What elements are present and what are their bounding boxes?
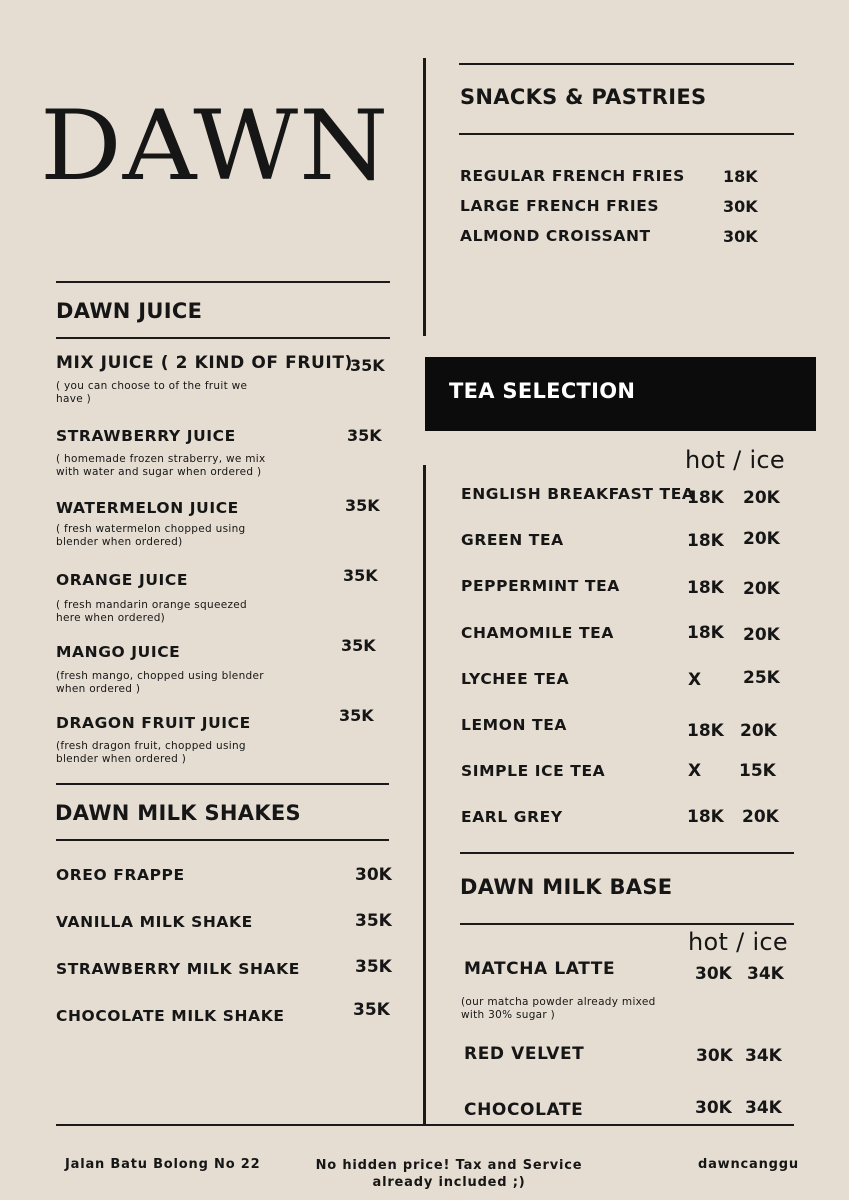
milkbase-item-ice-price: 34K	[745, 1098, 782, 1118]
footer-note: No hidden price! Tax and Service already included ;)	[315, 1158, 583, 1190]
shake-item-price: 35K	[355, 911, 392, 931]
tea-item-ice-price: 20K	[742, 807, 779, 827]
tea-item-name: SIMPLE ICE TEA	[461, 762, 606, 780]
milkbase-item-hot-price: 30K	[696, 1046, 733, 1066]
tea-item-hot-price: 18K	[687, 807, 724, 827]
juice-item-price: 35K	[341, 636, 376, 655]
tea-item-name: ENGLISH BREAKFAST TEA	[461, 485, 695, 503]
juice-item-name: ORANGE JUICE	[56, 571, 189, 589]
milkbase-hot-ice-header: hot / ice	[688, 928, 788, 956]
tea-item-hot-price: 18K	[687, 721, 724, 741]
tea-item-ice-price: 25K	[743, 668, 780, 688]
juice-item-name: DRAGON FRUIT JUICE	[56, 714, 251, 732]
divider-shakes-bottom	[56, 839, 389, 841]
juice-item-desc: ( homemade frozen straberry, we mix with water and sugar when ordered )	[56, 453, 266, 478]
tea-item-ice-price: 20K	[743, 488, 780, 508]
juice-item-name: MIX JUICE ( 2 KIND OF FRUIT)	[56, 353, 353, 373]
juice-item-desc: (fresh dragon fruit, chopped using blender when ordered )	[56, 740, 246, 765]
section-title-tea: TEA SELECTION	[449, 379, 636, 403]
snack-item-price: 18K	[723, 167, 758, 186]
divider-footer	[56, 1124, 794, 1126]
footer-address: Jalan Batu Bolong No 22	[65, 1157, 261, 1172]
divider-shakes-top	[56, 783, 389, 785]
tea-item-hot-price: 18K	[687, 531, 724, 551]
tea-selection-band	[425, 357, 816, 431]
tea-item-hot-price: X	[688, 670, 702, 690]
divider-snacks-bottom	[459, 133, 794, 135]
tea-item-ice-price: 20K	[743, 529, 780, 549]
juice-item-desc: (fresh mango, chopped using blender when ordered )	[56, 670, 264, 695]
tea-item-ice-price: 20K	[743, 579, 780, 599]
shake-item-name: OREO FRAPPE	[56, 866, 185, 884]
shake-item-name: VANILLA MILK SHAKE	[56, 913, 253, 931]
juice-item-price: 35K	[350, 356, 385, 375]
tea-item-name: CHAMOMILE TEA	[461, 624, 614, 642]
snack-item-name: ALMOND CROISSANT	[460, 227, 651, 245]
divider-vertical-bottom	[423, 465, 426, 1125]
juice-item-price: 35K	[339, 706, 374, 725]
divider-juice-bottom	[56, 337, 390, 339]
tea-item-hot-price: 18K	[687, 488, 724, 508]
shake-item-price: 30K	[355, 865, 392, 885]
shake-item-name: STRAWBERRY MILK SHAKE	[56, 960, 300, 978]
divider-juice-top	[56, 281, 390, 283]
milkbase-item-ice-price: 34K	[747, 964, 784, 984]
snack-item-price: 30K	[723, 197, 758, 216]
milkbase-item-name: CHOCOLATE	[464, 1100, 584, 1120]
milkbase-item-ice-price: 34K	[745, 1046, 782, 1066]
tea-item-ice-price: 15K	[739, 761, 776, 781]
divider-snacks-top	[459, 63, 794, 65]
juice-item-name: MANGO JUICE	[56, 643, 181, 661]
shake-item-name: CHOCOLATE MILK SHAKE	[56, 1007, 285, 1025]
shake-item-price: 35K	[355, 957, 392, 977]
section-title-shakes: DAWN MILK SHAKES	[55, 801, 301, 825]
section-title-milkbase: DAWN MILK BASE	[460, 875, 673, 899]
divider-milkbase-bottom	[460, 923, 794, 925]
section-title-snacks: SNACKS & PASTRIES	[460, 85, 707, 109]
milkbase-item-name: RED VELVET	[464, 1044, 585, 1064]
tea-item-hot-price: X	[688, 761, 702, 781]
milkbase-item-name: MATCHA LATTE	[464, 959, 616, 979]
milkbase-item-desc: (our matcha powder already mixed with 30% sugar )	[461, 996, 656, 1021]
juice-item-price: 35K	[345, 496, 380, 515]
footer-handle: dawncanggu	[698, 1157, 799, 1172]
tea-item-name: LYCHEE TEA	[461, 670, 570, 688]
milkbase-item-hot-price: 30K	[695, 1098, 732, 1118]
shake-item-price: 35K	[353, 1000, 390, 1020]
juice-item-desc: ( you can choose to of the fruit we have )	[56, 380, 248, 405]
tea-item-hot-price: 18K	[687, 623, 724, 643]
tea-item-name: PEPPERMINT TEA	[461, 577, 620, 595]
tea-item-ice-price: 20K	[740, 721, 777, 741]
juice-item-name: STRAWBERRY JUICE	[56, 427, 236, 445]
milkbase-item-hot-price: 30K	[695, 964, 732, 984]
juice-item-price: 35K	[347, 426, 382, 445]
juice-item-name: WATERMELON JUICE	[56, 499, 239, 517]
tea-item-ice-price: 20K	[743, 625, 780, 645]
divider-milkbase-top	[460, 852, 794, 854]
brand-logo: DAWN	[40, 89, 390, 203]
tea-item-name: LEMON TEA	[461, 716, 567, 734]
snack-item-name: LARGE FRENCH FRIES	[460, 197, 660, 215]
snack-item-name: REGULAR FRENCH FRIES	[460, 167, 685, 185]
tea-hot-ice-header: hot / ice	[685, 446, 785, 474]
juice-item-desc: ( fresh mandarin orange squeezed here when ordered)	[56, 599, 248, 624]
tea-item-name: EARL GREY	[461, 808, 563, 826]
juice-item-desc: ( fresh watermelon chopped using blender when ordered)	[56, 523, 246, 548]
snack-item-price: 30K	[723, 227, 758, 246]
tea-item-name: GREEN TEA	[461, 531, 564, 549]
tea-item-hot-price: 18K	[687, 578, 724, 598]
juice-item-price: 35K	[343, 566, 378, 585]
section-title-juice: DAWN JUICE	[56, 299, 203, 323]
divider-vertical-top	[423, 58, 426, 336]
